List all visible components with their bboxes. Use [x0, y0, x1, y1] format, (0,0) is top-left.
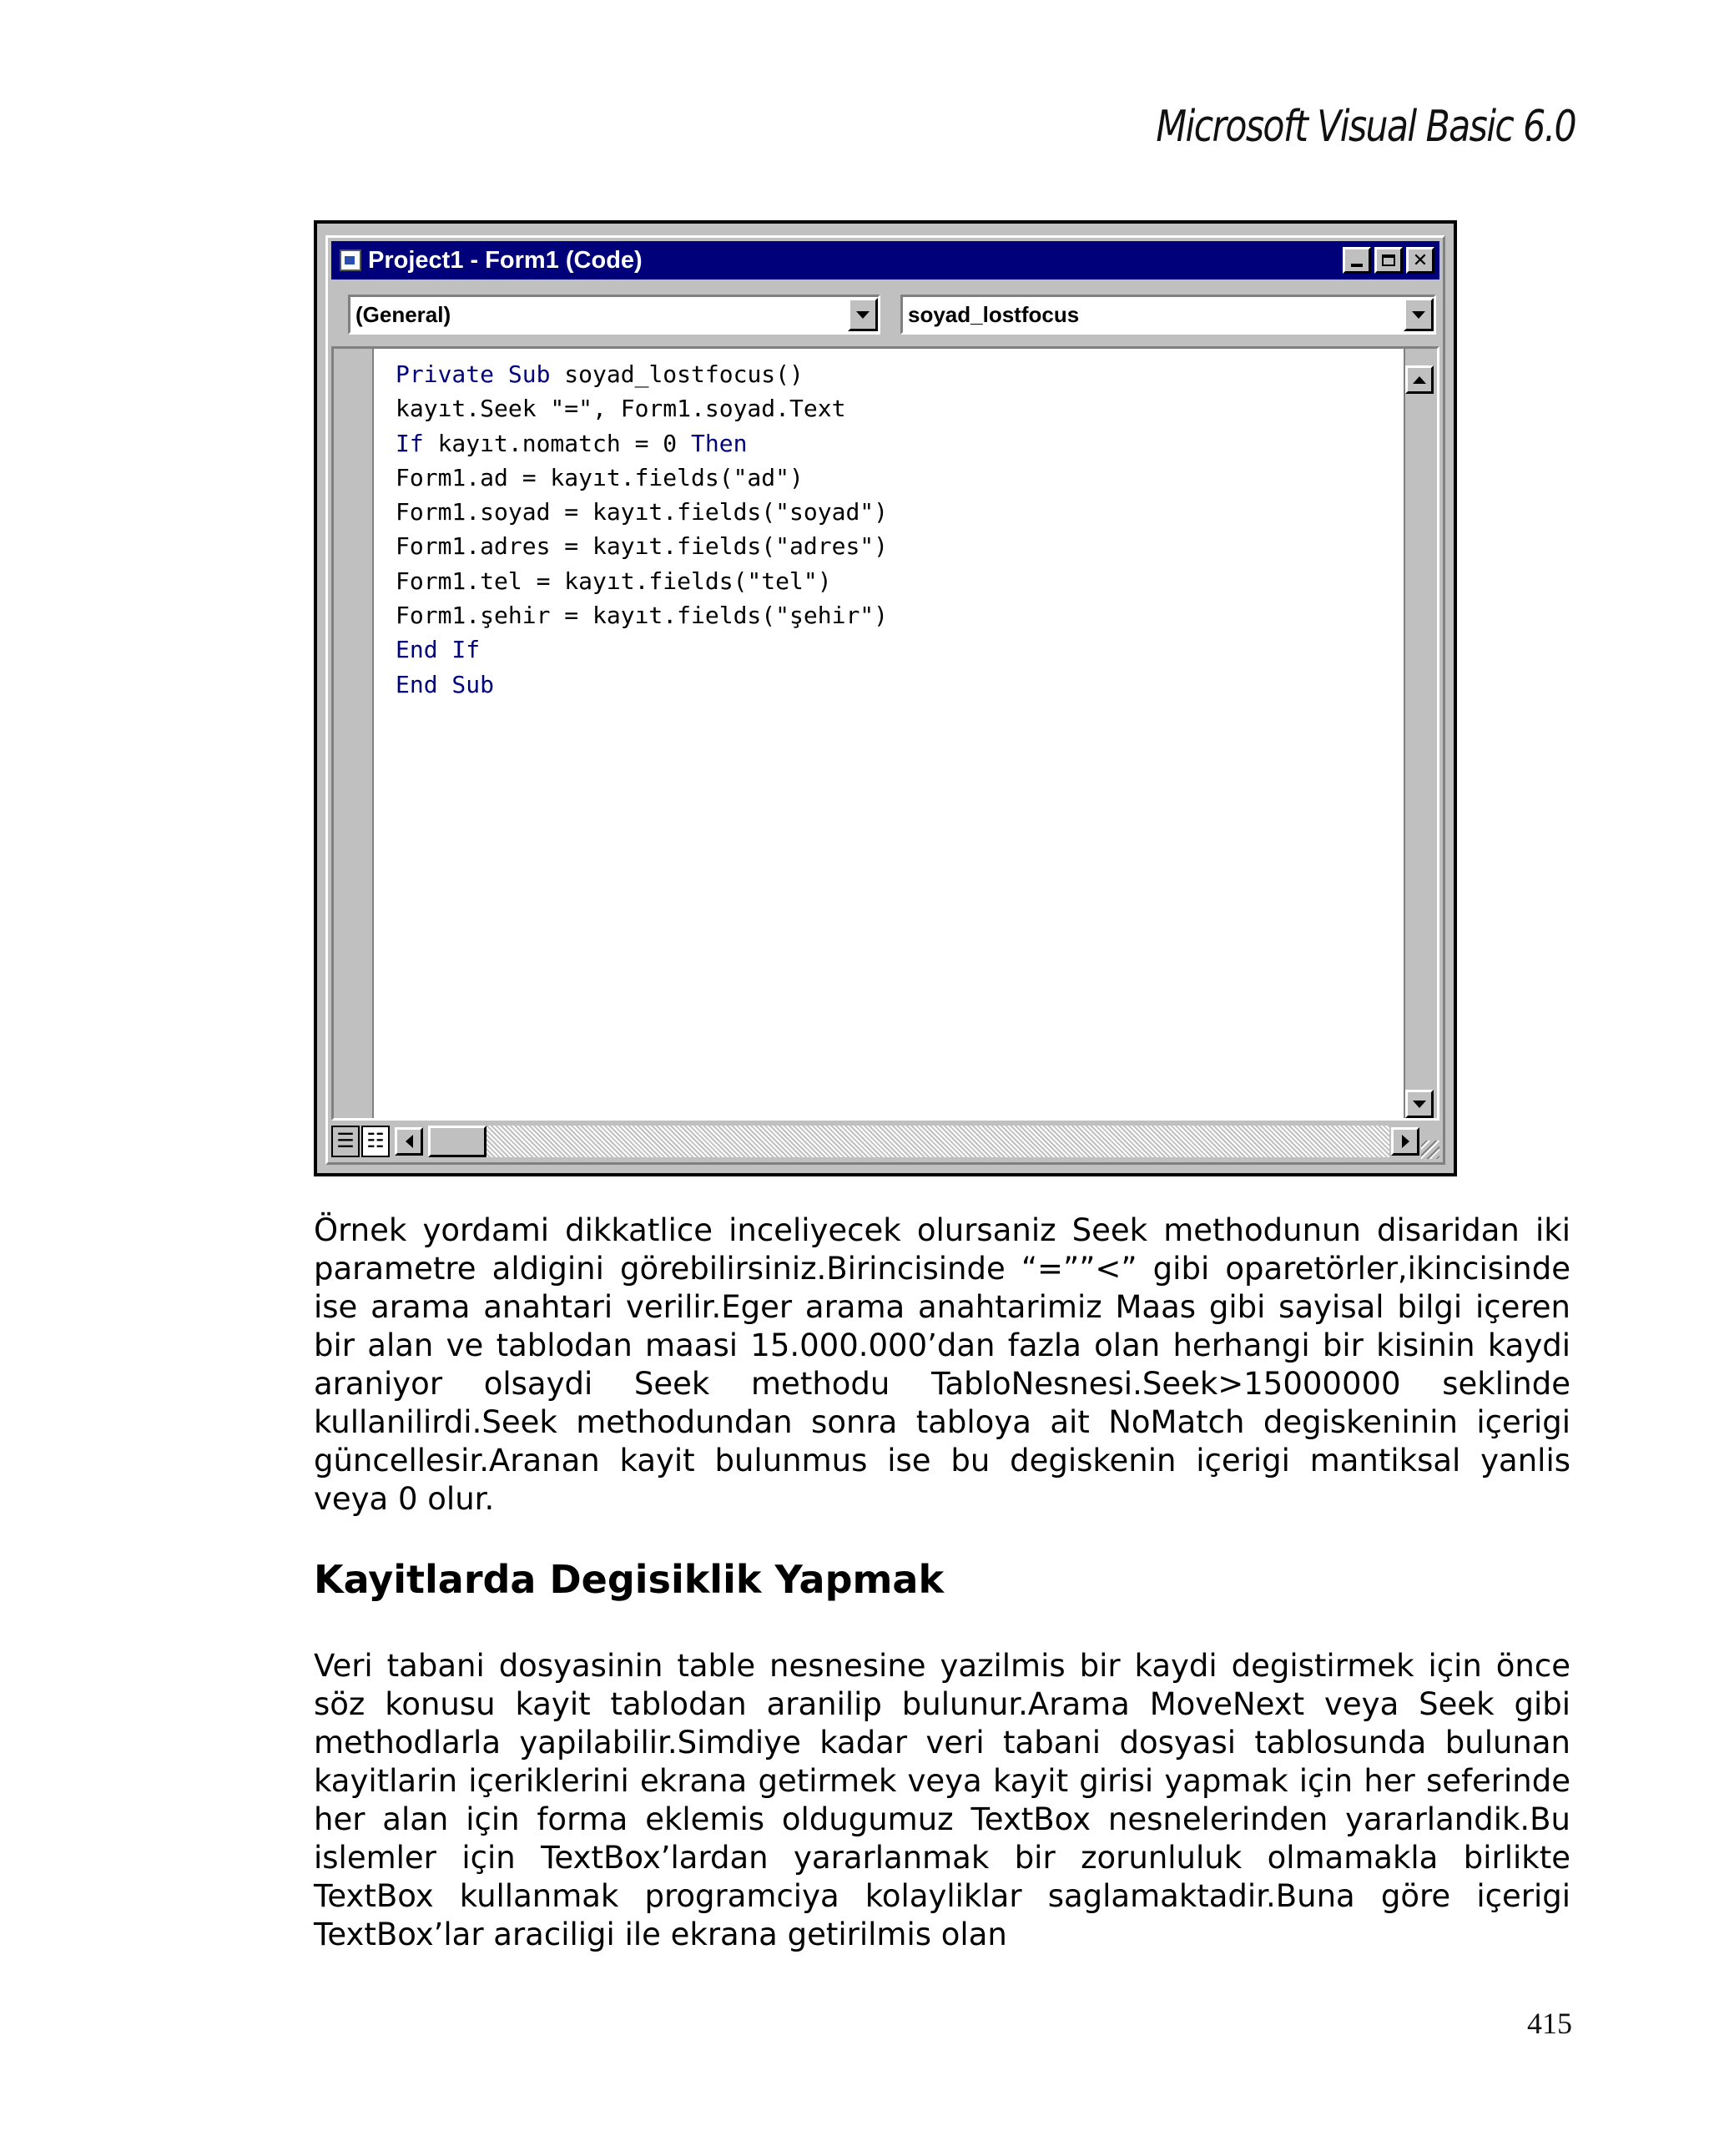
maximize-button[interactable]	[1374, 247, 1403, 274]
body-paragraph-1: Örnek yordami dikkatlice inceliyecek olursaniz Seek methodunun disaridan iki parametre aldigini görebilirsiniz.Birincisinde “=””<” gibi oparetörler,ikincisinde ise arama anahtari verilir.Eger arama anahtarimiz Maas gibi sayisal bilgi içeren bir alan ve tablodan maasi 15.000.000’dan fazla olan herhangi bir kisinin kaydi araniyor olsaydi Seek methodu TabloNesnesi.Seek>15000000 seklinde kullanilirdi.Seek methodundan sonra tabloya ait NoMatch degiskeninin içerigi güncellesir.Aranan kayit bulunmus ise bu degiskenin içerigi mantiksal yanlis veya 0 olur.	[314, 1212, 1570, 1517]
app-icon	[340, 249, 361, 271]
close-button[interactable]	[1406, 247, 1434, 274]
code-keyword: Then	[691, 429, 748, 457]
code-keyword: Private Sub	[396, 360, 551, 388]
code-text: Form1.tel = kayıt.fields("tel")	[396, 567, 832, 595]
scroll-right-button[interactable]	[1391, 1127, 1419, 1156]
scroll-left-button[interactable]	[395, 1127, 423, 1156]
arrow-left-icon	[406, 1135, 413, 1148]
object-dropdown-value: (General)	[355, 301, 451, 327]
code-window[interactable]	[314, 220, 1457, 1176]
arrow-right-icon	[1402, 1135, 1409, 1148]
resize-grip-icon[interactable]	[1421, 1141, 1439, 1159]
vertical-scrollbar[interactable]	[1404, 349, 1437, 1118]
procedure-view-button[interactable]	[331, 1126, 360, 1157]
procedure-dropdown-arrow[interactable]	[1404, 298, 1434, 331]
code-keyword: If	[396, 429, 424, 457]
horizontal-scroll-track[interactable]	[486, 1126, 1389, 1157]
procedure-view-icon: ☰	[336, 1129, 355, 1152]
close-icon: ✕	[1412, 249, 1429, 271]
margin-indicator-bar[interactable]	[334, 349, 374, 1118]
code-text: Form1.adres = kayıt.fields("adres")	[396, 532, 889, 561]
minimize-button[interactable]	[1343, 247, 1371, 274]
code-line[interactable]	[396, 598, 888, 632]
code-line[interactable]	[396, 426, 888, 461]
page-number: 415	[1527, 2007, 1572, 2040]
code-window-frame	[325, 235, 1445, 1165]
code-text: kayıt.Seek "=", Form1.soyad.Text	[396, 395, 846, 423]
code-line[interactable]	[396, 391, 888, 426]
full-module-view-button[interactable]	[361, 1126, 390, 1157]
procedure-dropdown-value: soyad_lostfocus	[908, 301, 1080, 327]
scroll-up-button[interactable]	[1405, 365, 1434, 394]
code-keyword: End If	[396, 636, 481, 664]
code-line[interactable]	[396, 564, 888, 598]
maximize-icon	[1382, 254, 1395, 266]
code-editor[interactable]	[331, 346, 1439, 1121]
code-line[interactable]	[396, 357, 888, 391]
page-header-title: Microsoft Visual Basic 6.0	[1156, 102, 1575, 152]
minimize-icon	[1351, 264, 1363, 267]
code-line[interactable]	[396, 667, 888, 702]
arrow-down-icon	[1413, 1101, 1426, 1108]
title-bar[interactable]	[331, 241, 1439, 280]
window-title: Project1 - Form1 (Code)	[368, 246, 643, 274]
object-dropdown[interactable]	[348, 295, 880, 335]
code-line[interactable]	[396, 632, 888, 667]
scroll-down-button[interactable]	[1405, 1090, 1434, 1118]
code-text: kayıt.nomatch = 0	[423, 429, 692, 457]
chevron-down-icon	[856, 311, 870, 319]
window-controls	[1343, 247, 1434, 274]
object-dropdown-arrow[interactable]	[848, 298, 878, 331]
horizontal-scroll-thumb[interactable]	[428, 1126, 486, 1157]
body-paragraph-2: Veri tabani dosyasinin table nesnesine yazilmis bir kaydi degistirmek için önce söz konusu kayit tablodan aranilip bulunur.Arama MoveNext veya Seek gibi methodlarla yapilabilir.Simdiye kadar veri tabani dosyasi tablosunda bulunan kayitlarin içeriklerini ekrana getirmek veya kayit girisi yapmak için her seferinde her alan için forma eklemis oldugumuz TextBox nesnelerinden yararlandik.Bu islemler için TextBox’lardan yararlanmak bir zorunluluk olmamakla birlikte TextBox kullanmak programciya kolayliklar saglamaktadir.Buna göre içerigi TextBox’lar araciligi ile ekrana getirilmis olan	[314, 1648, 1570, 1952]
code-text: soyad_lostfocus()	[550, 360, 804, 388]
code-text: Form1.şehir = kayıt.fields("şehir")	[396, 602, 889, 630]
code-text: Form1.soyad = kayıt.fields("soyad")	[396, 498, 889, 526]
horizontal-scrollbar[interactable]	[331, 1124, 1439, 1159]
chevron-down-icon	[1412, 311, 1425, 319]
arrow-up-icon	[1413, 376, 1426, 384]
code-line[interactable]	[396, 495, 888, 529]
code-text: Form1.ad = kayıt.fields("ad")	[396, 463, 804, 491]
code-lines	[396, 357, 888, 702]
code-line[interactable]	[396, 529, 888, 563]
code-line[interactable]	[396, 461, 888, 495]
section-heading: Kayitlarda Degisiklik Yapmak	[314, 1557, 945, 1602]
code-keyword: End Sub	[396, 670, 495, 698]
procedure-dropdown[interactable]	[900, 295, 1436, 335]
full-module-view-icon: ☷	[366, 1129, 385, 1152]
